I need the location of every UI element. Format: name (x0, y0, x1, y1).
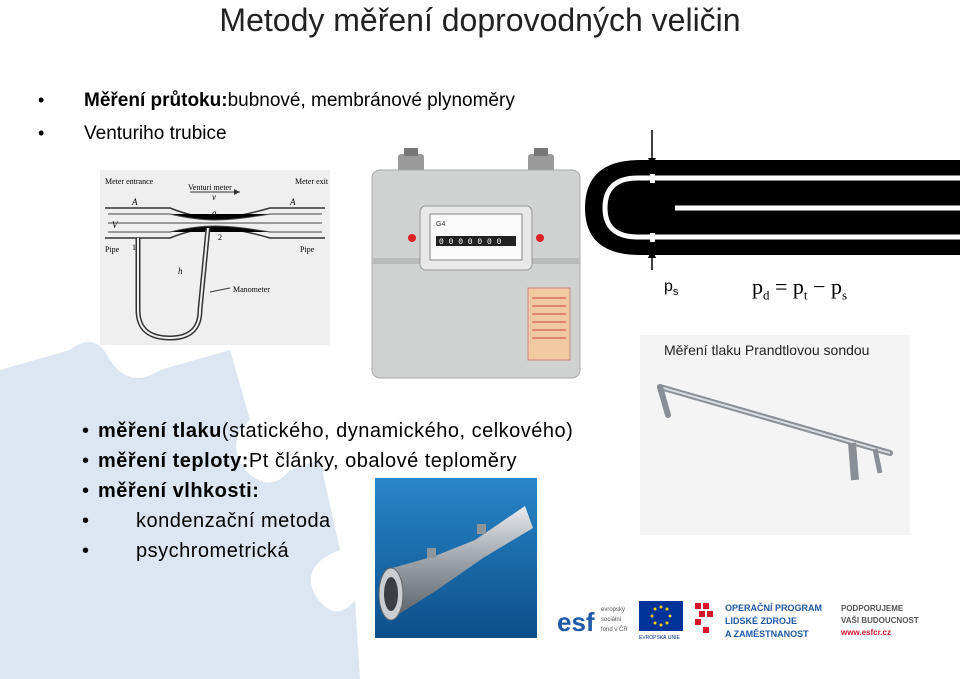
eu-label: EVROPSKÁ UNIE (639, 635, 680, 641)
bullet-text: Venturiho trubice (84, 123, 227, 144)
bullet-bold-text: měření vlhkosti: (98, 480, 260, 502)
bullet-dot: • (82, 540, 90, 562)
op-line2: LIDSKÉ ZDROJE (725, 616, 798, 626)
meter-exit-label: Meter exit (295, 177, 329, 186)
bullet-text: psychrometrická (136, 540, 290, 562)
prandtl-probe-photo (640, 335, 910, 535)
bullet-item (38, 90, 515, 123)
bullet-item (82, 450, 573, 480)
venturi-tube-photo (375, 478, 537, 638)
point-2-label: 2 (218, 233, 222, 242)
prandtl-caption: Měření tlaku Prandtlovou sondou (664, 342, 870, 358)
slide-title: Metody měření doprovodných veličin (219, 2, 741, 38)
bullet-dot: • (82, 450, 90, 472)
op-line3: A ZAMĚSTNANOST (725, 629, 809, 639)
formula-equals: = (775, 274, 788, 299)
formula-pd-sub: d (763, 287, 770, 303)
formula-pd: p (752, 274, 763, 299)
A-right-label: A (290, 197, 296, 207)
dynamic-pressure-formula (752, 274, 847, 303)
funding-logos (555, 597, 945, 643)
bullet-dot: • (38, 123, 45, 143)
bullet-bold-text: měření teploty: (98, 450, 249, 472)
bullet-bold-text: měření tlaku (98, 420, 222, 442)
bullet-text: (statického, dynamického, celkového) (221, 420, 574, 442)
point-1-label: 1 (132, 243, 136, 252)
formula-ps: p (830, 274, 842, 299)
formula-pt: p (792, 274, 804, 299)
venturi-meter-diagram (100, 170, 330, 345)
bullet-dot: • (82, 420, 90, 442)
venturi-meter-label: Venturi meter (188, 183, 232, 192)
bullet-dot: • (82, 510, 90, 532)
bullet-text: bubnové, membránové plynoměry (227, 90, 515, 111)
esf-logo-text: esf (557, 607, 595, 637)
esf-line1: evropský (601, 607, 626, 613)
a-label: a (212, 208, 217, 218)
support-line2: VAŠI BUDOUCNOST (841, 616, 919, 625)
support-line1: PODPORUJEME (841, 604, 904, 613)
bullet-bold-text: Měření průtoku: (84, 90, 228, 111)
bullet-text: Pt články, obalové teploměry (248, 450, 518, 472)
gas-meter-image (368, 148, 586, 380)
formula-minus: − (813, 274, 826, 299)
ps-base: p (664, 278, 673, 295)
pipe-left-label: Pipe (105, 245, 120, 254)
ps-sub: s (672, 286, 679, 299)
op-line1: OPERAČNÍ PROGRAM (725, 603, 823, 613)
support-line3: www.esfcr.cz (841, 628, 891, 637)
meter-brand: G4 (436, 221, 446, 228)
meter-counter: 0 0 0 0 0 0 0 (439, 238, 502, 247)
bullet-text: kondenzační metoda (136, 510, 331, 532)
formula-pt-sub: t (803, 287, 808, 303)
v-small-label: v (212, 192, 216, 202)
static-pressure-label (664, 278, 678, 298)
h-label: h (178, 266, 183, 276)
bullet-dot: • (38, 90, 45, 110)
top-bullet-list (38, 90, 515, 156)
bullet-item (82, 420, 573, 450)
v-label: V (112, 220, 118, 230)
meter-entrance-label: Meter entrance (105, 177, 154, 186)
pipe-right-label: Pipe (300, 245, 315, 254)
esf-line3: fond v ČR (601, 627, 628, 633)
manometer-label: Manometer (233, 285, 270, 294)
prandtl-probe-diagram (580, 130, 960, 270)
formula-ps-sub: s (841, 287, 848, 303)
A-left-label: A (132, 197, 138, 207)
bullet-dot: • (82, 480, 90, 502)
esf-line2: sociální (601, 617, 622, 623)
